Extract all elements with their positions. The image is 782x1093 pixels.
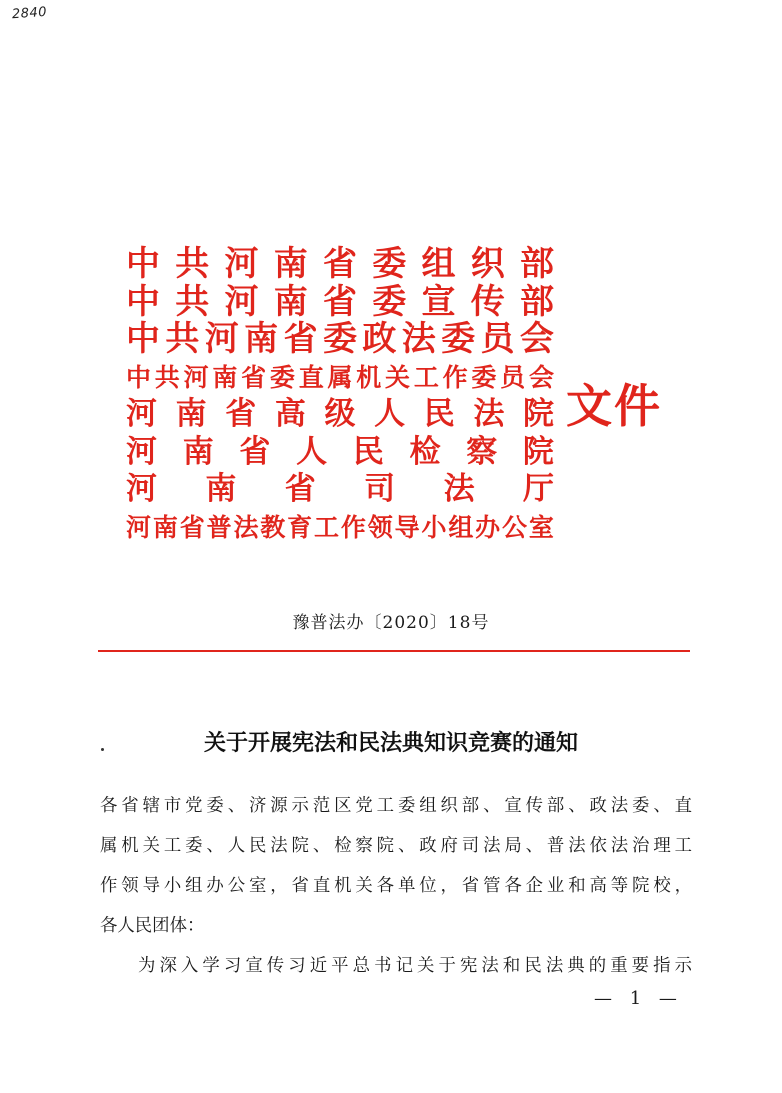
body-line: 作领导小组办公室，省直机关各单位，省管各企业和高等院校， [100,876,692,896]
issuer-line [126,434,554,472]
handwritten-note: 2840 [11,4,48,23]
red-divider-line [98,650,690,652]
issuer-line [126,321,554,359]
issuer-text: 河 南 省 普 法 教 育 工 作 领 导 小 组 办 公 室 [126,512,554,542]
body-line: 各人民团体： [100,916,205,936]
issuing-organizations [126,246,554,546]
issuer-line [126,246,554,284]
issuer-text: 中 共 河 南 省 委 组 织 部 [126,244,554,284]
issuer-line [126,359,554,397]
issuer-text: 河 南 省 高 级 人 民 法 院 [126,396,554,432]
issuer-line [126,281,554,322]
page-number: — 1 — [594,988,683,1009]
body-line: 属机关工委、人民法院、检察院、政府司法局、普法依法治理工 [100,836,692,856]
document-body [100,786,692,986]
issuer-text: 中 共 河 南 省 委 直 属 机 关 工 作 委 员 会 [126,362,554,392]
file-label: 文件 [566,379,662,433]
issuer-line [126,471,554,509]
document-title: 关于开展宪法和民法典知识竞赛的通知 [203,731,578,756]
issuer-line [126,509,554,547]
body-line: 各省辖市党委、济源示范区党工委组织部、宣传部、政法委、直 [100,796,692,816]
issuer-text: 中 共 河 南 省 委 政 法 委 员 会 [126,319,554,359]
document-number: 豫普法办〔2020〕18号 [292,613,490,633]
issuer-text: 河 南 省 人 民 检 察 院 [126,433,554,470]
issuer-line [126,396,554,434]
body-line: 为深入学习宣传习近平总书记关于宪法和民法典的重要指示 [138,956,692,976]
issuer-text: 中 共 河 南 省 委 宣 传 部 [126,281,554,322]
issuer-text: 河 南 省 司 法 厅 [126,471,554,507]
